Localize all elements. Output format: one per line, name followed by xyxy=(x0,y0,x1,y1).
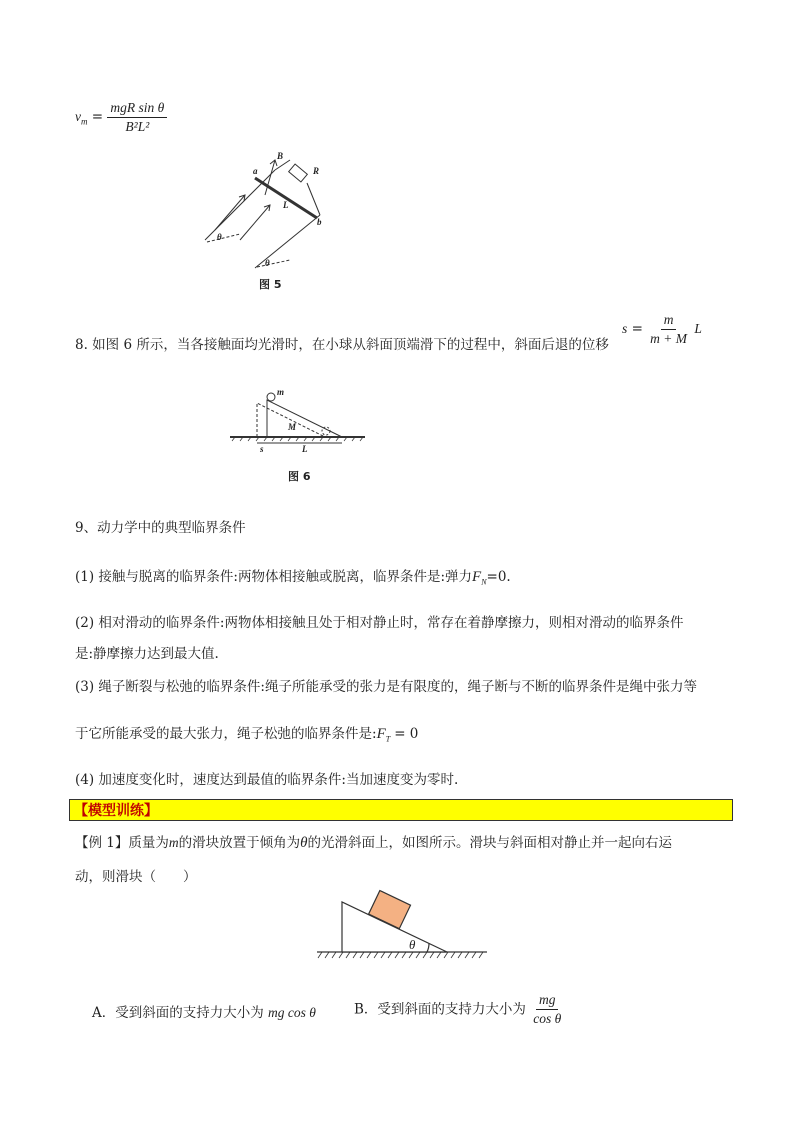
figure-5-caption: 图 5 xyxy=(259,278,282,291)
item-9-p4: (4) 加速度变化时，速度达到最值的临界条件:当加速度变为零时. xyxy=(75,772,459,788)
item-9-p2-line2: 是:静摩擦力达到最大值. xyxy=(75,646,219,662)
item-8-text: 8. 如图 6 所示，当各接触面均光滑时，在小球从斜面顶端滑下的过程中，斜面后退的位移 xyxy=(75,337,609,353)
label-s: s xyxy=(260,444,264,454)
model-training-banner xyxy=(69,799,733,821)
vm-numerator: mgR sin θ xyxy=(107,100,167,118)
item-9-p3-line2: 于它所能承受的最大张力，绳子松弛的临界条件是$:F_T = 0$ xyxy=(75,726,419,744)
label-B: B xyxy=(277,151,284,161)
ball-m xyxy=(267,393,275,401)
field-arrow-1 xyxy=(215,195,245,230)
resistor-wire-right xyxy=(307,183,320,215)
item-8-fraction: $\frac{m}{m + M}$ xyxy=(650,312,688,346)
banner-label: 【模型训练】 xyxy=(74,803,158,819)
dashed-horizontal-1 xyxy=(207,234,240,242)
figure-6-caption: 图 6 xyxy=(288,470,311,483)
example-1-line2: 动，则滑块（ ） xyxy=(75,869,197,885)
option-b[interactable] xyxy=(354,992,564,1027)
item-9-p1: (1) 接触与脱离的临界条件:两物体相接触或脱离，临界条件是:弹力$F_N=0$. xyxy=(75,569,511,587)
label-theta-1: θ xyxy=(217,232,222,242)
item-8-formula: s = $\frac{m}{m + M}$ L xyxy=(622,312,702,346)
dashed-horizontal-2 xyxy=(257,260,290,267)
vm-denominator: B²L² xyxy=(125,119,150,134)
label-b: b xyxy=(317,217,322,227)
label-a: a xyxy=(253,166,258,176)
option-b-fraction: $\frac{mg}{\text{cos θ}}$ xyxy=(533,992,562,1026)
label-L: L xyxy=(283,200,289,210)
option-b-label: B．受到斜面的支持力大小为 xyxy=(354,1001,526,1018)
vm-fraction xyxy=(107,100,167,135)
label-M: M xyxy=(288,422,297,432)
label-L6: L xyxy=(302,444,308,454)
label-theta-2: θ xyxy=(265,258,270,268)
label-theta-example: θ xyxy=(409,937,416,952)
item-9-heading: 9、动力学中的典型临界条件 xyxy=(75,520,246,536)
figure-5 xyxy=(195,150,335,280)
formula-vm: $v_m$ = $\frac{\text{mgR sin θ}}{\text{B²L²}}$ xyxy=(75,100,167,135)
resistor-R xyxy=(289,164,308,182)
item-9-p3-line1: (3) 绳子断裂与松弛的临界条件:绳子所能承受的张力是有限度的，绳子断与不断的临界条件是绳中张力等 xyxy=(75,679,697,695)
option-a-label: A．受到斜面的支持力大小为 xyxy=(92,1005,264,1021)
label-R: R xyxy=(313,166,320,176)
figure-6 xyxy=(230,385,370,455)
vm-symbol: $v_m$ xyxy=(75,109,88,127)
resistor-wire-top xyxy=(275,160,290,170)
label-m: m xyxy=(277,387,285,397)
option-a-formula: mg cos θ xyxy=(268,1005,316,1020)
example-1-line1: 【例 1】质量为m的滑块放置于倾角为θ的光滑斜面上，如图所示。滑块与斜面相对静止并一起向右运 xyxy=(75,835,673,851)
item-9-p2-line1: (2) 相对滑动的临界条件:两物体相接触且处于相对静止时，常存在着静摩擦力，则相对滑动的临界条件 xyxy=(75,615,684,631)
wedge-M xyxy=(267,400,342,437)
example-1-figure xyxy=(312,885,492,965)
field-arrow-2 xyxy=(240,205,270,240)
option-a[interactable] xyxy=(92,1003,316,1023)
floor-hatch xyxy=(318,952,483,958)
